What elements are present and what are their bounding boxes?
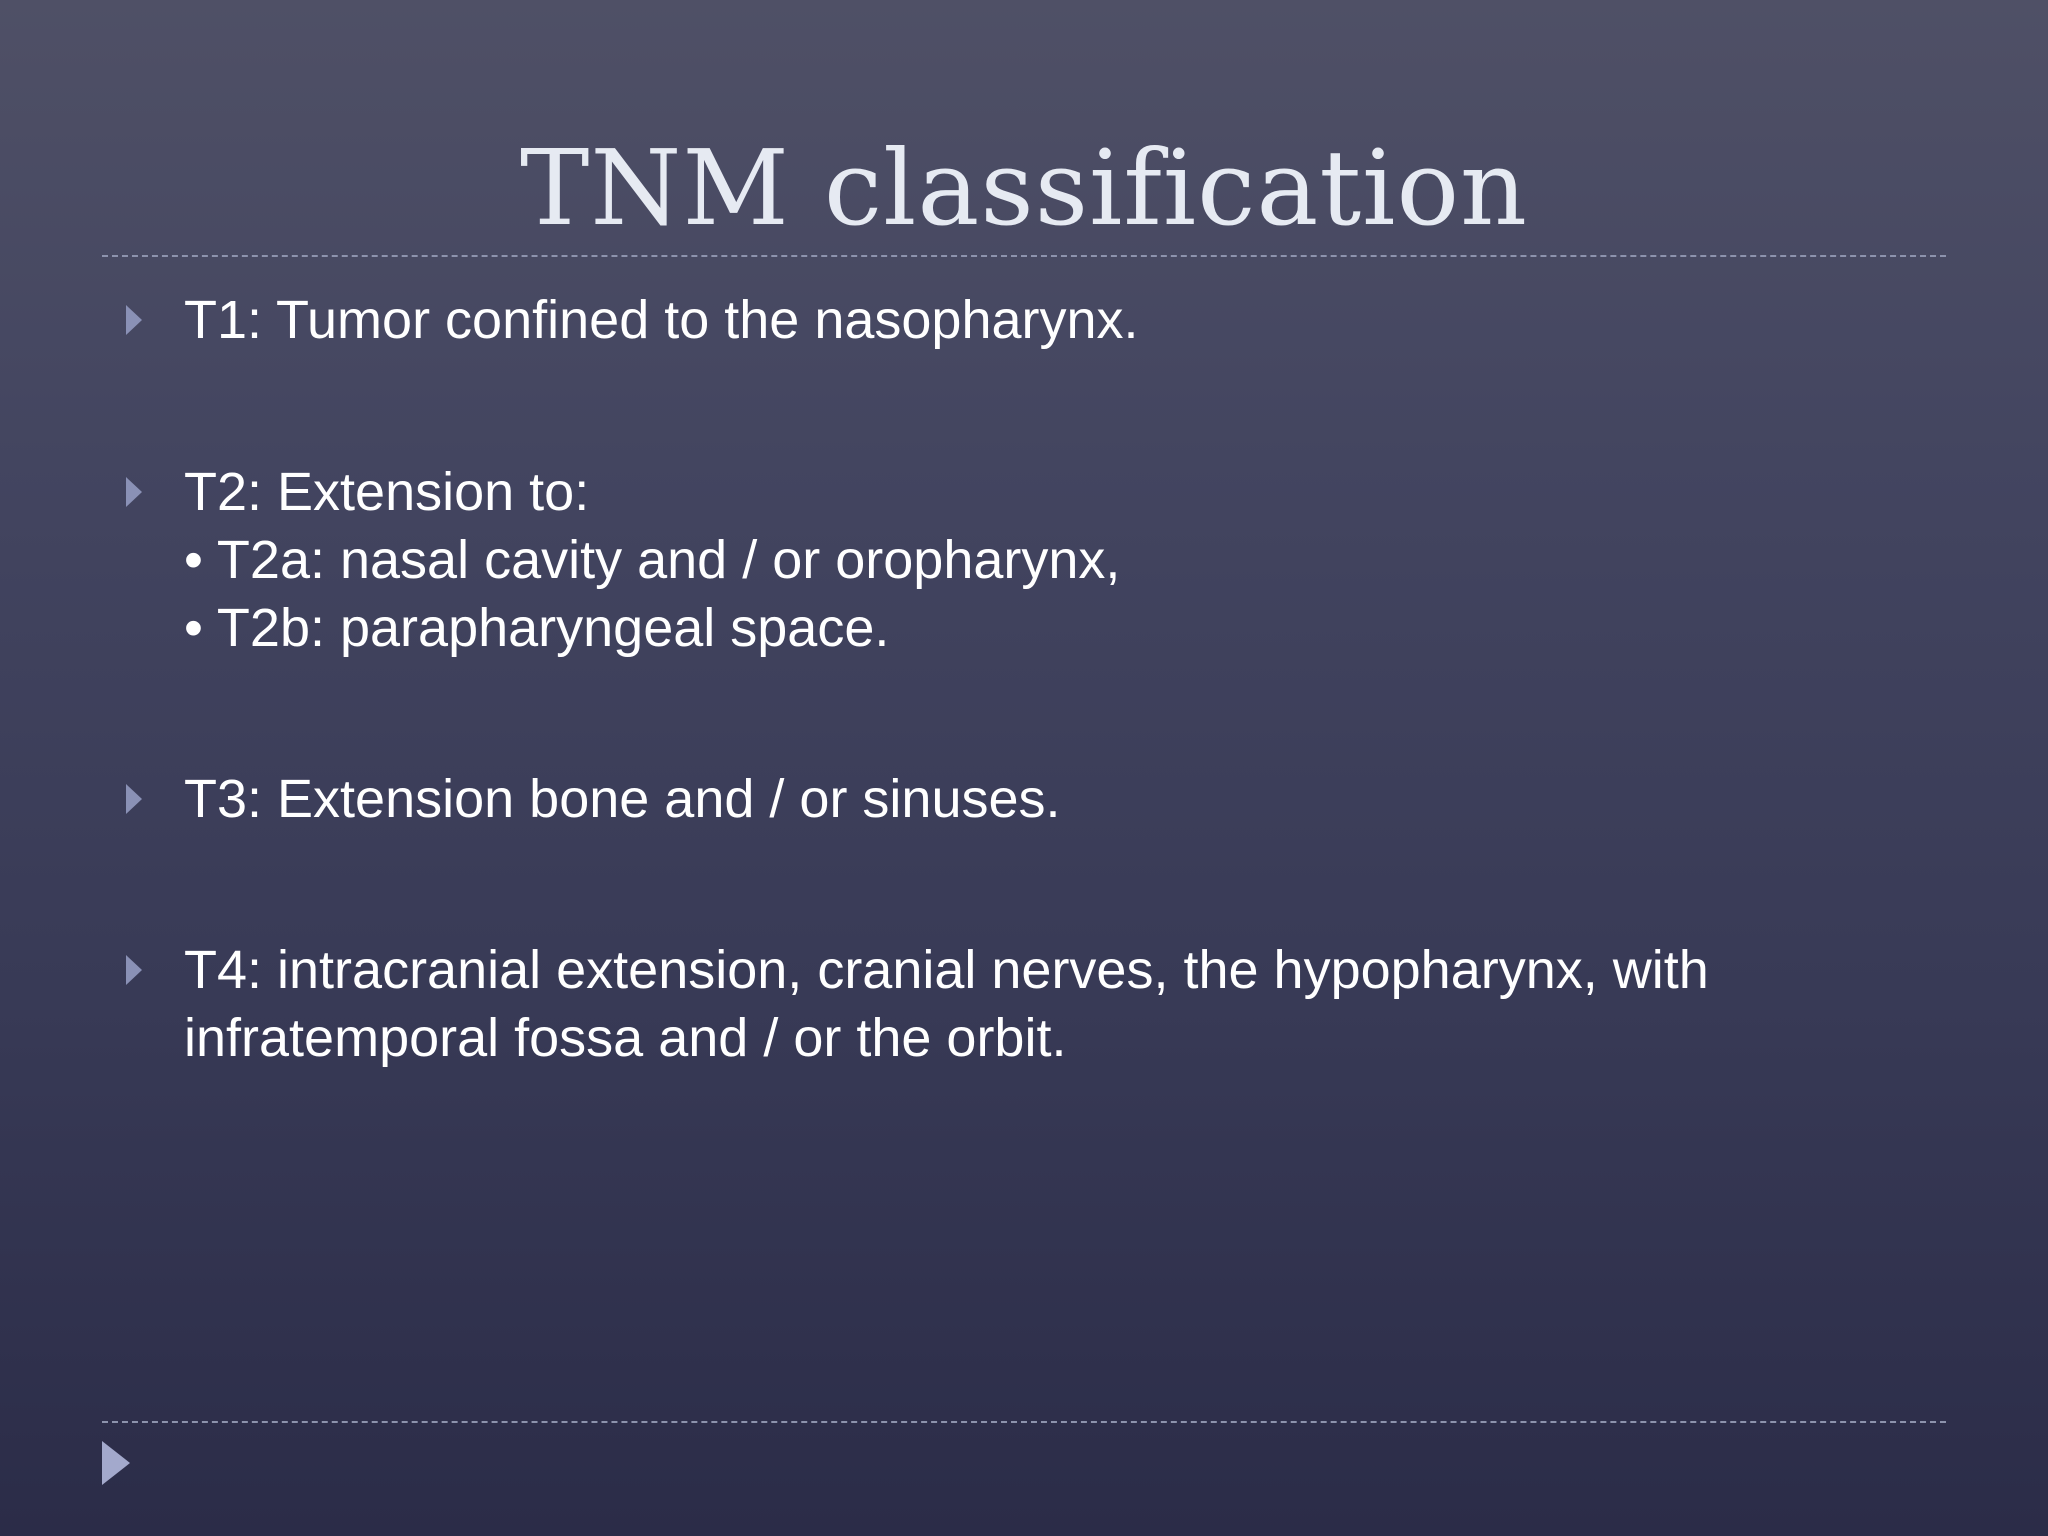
- bullet-line: T4: intracranial extension, cranial nerves, the hypopharynx, with: [184, 940, 1709, 1000]
- footer-divider: [102, 1421, 1946, 1423]
- triangle-right-icon: [126, 477, 142, 507]
- bullet-item-t3: [184, 765, 1964, 833]
- bullet-item-t1: [184, 286, 1964, 354]
- slide-title: TNM classification: [519, 127, 1529, 249]
- bullet-item-t2: [184, 458, 1964, 662]
- bullet-line: T1: Tumor confined to the nasopharynx.: [184, 290, 1139, 350]
- sub-bullet-line: • T2a: nasal cavity and / or oropharynx,: [184, 530, 1121, 590]
- play-arrow-icon[interactable]: [102, 1441, 130, 1485]
- bullet-line: T3: Extension bone and / or sinuses.: [184, 769, 1061, 829]
- triangle-right-icon: [126, 305, 142, 335]
- title-divider: [102, 255, 1946, 257]
- triangle-right-icon: [126, 784, 142, 814]
- bullet-item-t4: [184, 936, 1964, 1072]
- triangle-right-icon: [126, 955, 142, 985]
- bullet-line: T2: Extension to:: [184, 462, 590, 522]
- sub-bullet-line: • T2b: parapharyngeal space.: [184, 598, 890, 658]
- bullet-line: infratemporal fossa and / or the orbit.: [184, 1008, 1067, 1068]
